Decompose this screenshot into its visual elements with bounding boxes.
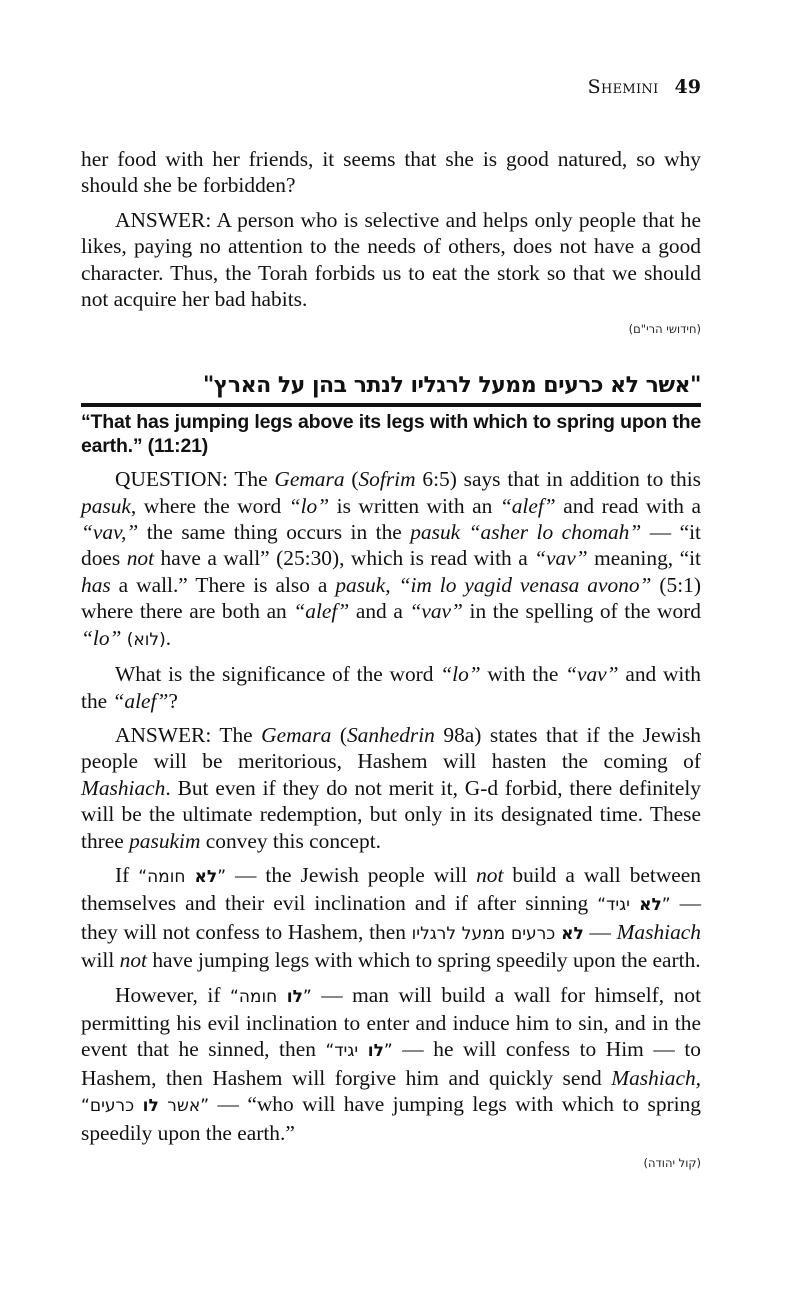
hebrew-phrase: ”לא יגיד“: [597, 895, 671, 916]
hebrew-rest: כרעים ממעל לרגליו: [411, 923, 562, 944]
term: “lo”: [440, 662, 481, 687]
hebrew-phrase: ”אשר לו כרעים“: [81, 1096, 210, 1117]
english-verse-heading: “That has jumping legs above its legs with which to spring upon the earth.” (11:21): [81, 411, 701, 458]
text: a wall.” There is also a: [110, 572, 336, 597]
answer-paragraph-2: [81, 722, 701, 854]
text: and with the: [81, 662, 701, 713]
however-paragraph: [81, 982, 701, 1146]
text: — they will not confess to Hashem, then: [81, 891, 701, 944]
term: “vav”: [534, 546, 588, 571]
source-citation-2: [81, 1150, 701, 1176]
text: — man will build a wall for himself, not permitting his evil inclination to enter and induce him to sin, and in the event that he sinned, then: [81, 982, 702, 1062]
text: However, if: [115, 982, 230, 1007]
text: and a: [349, 599, 410, 624]
text: (: [339, 722, 347, 747]
followup-paragraph: [81, 661, 701, 714]
text: . But even if they do not merit it, G-d forbid, there definitely will be the ultimate redemption, but only in its designated time. These three: [81, 775, 701, 853]
text: and read with a: [555, 493, 701, 518]
term: “asher lo chomah”: [468, 520, 642, 545]
hebrew-rest: כרעים: [89, 1096, 143, 1117]
term: pasukim: [129, 828, 201, 853]
hebrew-bold: לו: [286, 986, 303, 1007]
hebrew-rest: יגיד: [334, 1041, 368, 1062]
hebrew-phrase: ”לא חומה“: [138, 866, 226, 887]
term: pasuk: [81, 493, 131, 518]
term: “alef”: [293, 599, 350, 624]
text: — the Jewish people will: [226, 862, 477, 887]
text: convey this concept.: [200, 828, 381, 853]
text: in the spelling of the word: [462, 599, 701, 624]
hebrew-bold: לו: [367, 1041, 384, 1062]
text: — “it does: [81, 520, 701, 571]
term: Sanhedrin: [346, 722, 435, 747]
term: Gemara: [261, 722, 332, 747]
text: have jumping legs with which to spring speedily upon the earth.: [146, 948, 701, 973]
term: Gemara: [274, 467, 345, 492]
term: “lo”: [288, 493, 330, 518]
hebrew-rest: יגיד: [606, 895, 640, 916]
source-text: (קול יהודה): [643, 1156, 701, 1170]
hebrew-bold: לא: [561, 923, 584, 944]
text: meaning, “it: [587, 546, 701, 571]
term: has: [81, 572, 111, 597]
text: — he will confess to Him — to Hashem, then Hashem will forgive him and quickly send: [81, 1037, 701, 1090]
hebrew-verse-heading: "אשר לא כרעים ממעל לרגליו לנתר בהן על הארץ": [202, 372, 701, 398]
text: with the: [480, 662, 566, 687]
text: [391, 573, 399, 597]
source-text: (חידושי הרי"ם): [628, 322, 701, 337]
term: Sofrim: [358, 467, 416, 492]
hebrew-pre: אשר: [158, 1096, 201, 1117]
term: “vav”: [409, 599, 463, 624]
term: “vav”: [565, 662, 619, 687]
text: 6:5) says that in addition to this: [415, 467, 701, 492]
page-number: 49: [674, 76, 701, 98]
text: ?: [168, 688, 178, 713]
hebrew-rest: חומה: [147, 866, 195, 887]
text: , where the word: [130, 493, 289, 518]
term: “alef”: [112, 688, 169, 713]
hebrew-phrase: ”לו יגיד“: [325, 1041, 393, 1062]
text: have a wall” (25:30), which is read with a: [154, 546, 535, 571]
text: If: [115, 862, 139, 887]
text: QUESTION: The: [115, 467, 275, 492]
term: Mashiach: [81, 775, 166, 800]
hebrew-bold: לא: [194, 866, 218, 887]
answer-paragraph: ANSWER: A person who is selective and helps only people that he likes, paying no attention to the needs of others, does not have a good character. Thus, the Torah forbids us to eat the stork so that we should not acquire her bad habits.: [81, 207, 701, 312]
text: 98a) states that if the Jewish people will be meritorious, Hashem will hasten the coming of: [81, 722, 702, 774]
hebrew-rest: חומה: [238, 986, 287, 1007]
text: ANSWER: The: [115, 722, 262, 747]
text: What is the significance of the word: [115, 662, 441, 687]
term: pasuk: [410, 520, 461, 545]
term: Mashiach: [616, 919, 701, 944]
if-paragraph: [81, 862, 701, 974]
hebrew-bold: לו: [142, 1096, 159, 1117]
continuation-paragraph: her food with her friends, it seems that she is good natured, so why should she be forbidden?: [81, 147, 701, 198]
text: —: [583, 919, 617, 944]
term: “im lo yagid venasa avono”: [398, 572, 652, 597]
hebrew-word: (לוא): [126, 629, 166, 650]
text: — “who will have jumping legs with which to spring speedily upon the earth.”: [81, 1092, 701, 1145]
running-head: [588, 76, 701, 98]
text: [460, 520, 468, 544]
term: not: [476, 862, 504, 887]
hebrew-phrase: [412, 924, 584, 944]
text: (: [351, 467, 359, 492]
text: the same thing occurs in the: [138, 520, 411, 545]
page-body: [81, 146, 701, 1176]
term: not: [119, 948, 147, 973]
text: is written with an: [329, 493, 500, 518]
term: Mashiach,: [611, 1065, 701, 1090]
hebrew-bold: לא: [639, 895, 662, 916]
heading-rule: [81, 403, 701, 407]
text: .: [165, 625, 172, 650]
text: (5:1) where there are both an: [81, 572, 701, 624]
term: pasuk,: [335, 572, 391, 597]
text: will: [81, 948, 120, 973]
term: “lo”: [81, 625, 122, 650]
term: “vav,”: [81, 520, 139, 545]
question-paragraph: [81, 466, 701, 653]
hebrew-phrase: ”לו חומה“: [230, 986, 312, 1007]
term: “alef”: [499, 493, 556, 518]
text: build a wall between themselves and their evil inclination and if after sinning: [81, 862, 701, 916]
section-title: Shemini: [587, 76, 659, 98]
source-citation: [81, 316, 701, 342]
term: not: [126, 546, 155, 571]
